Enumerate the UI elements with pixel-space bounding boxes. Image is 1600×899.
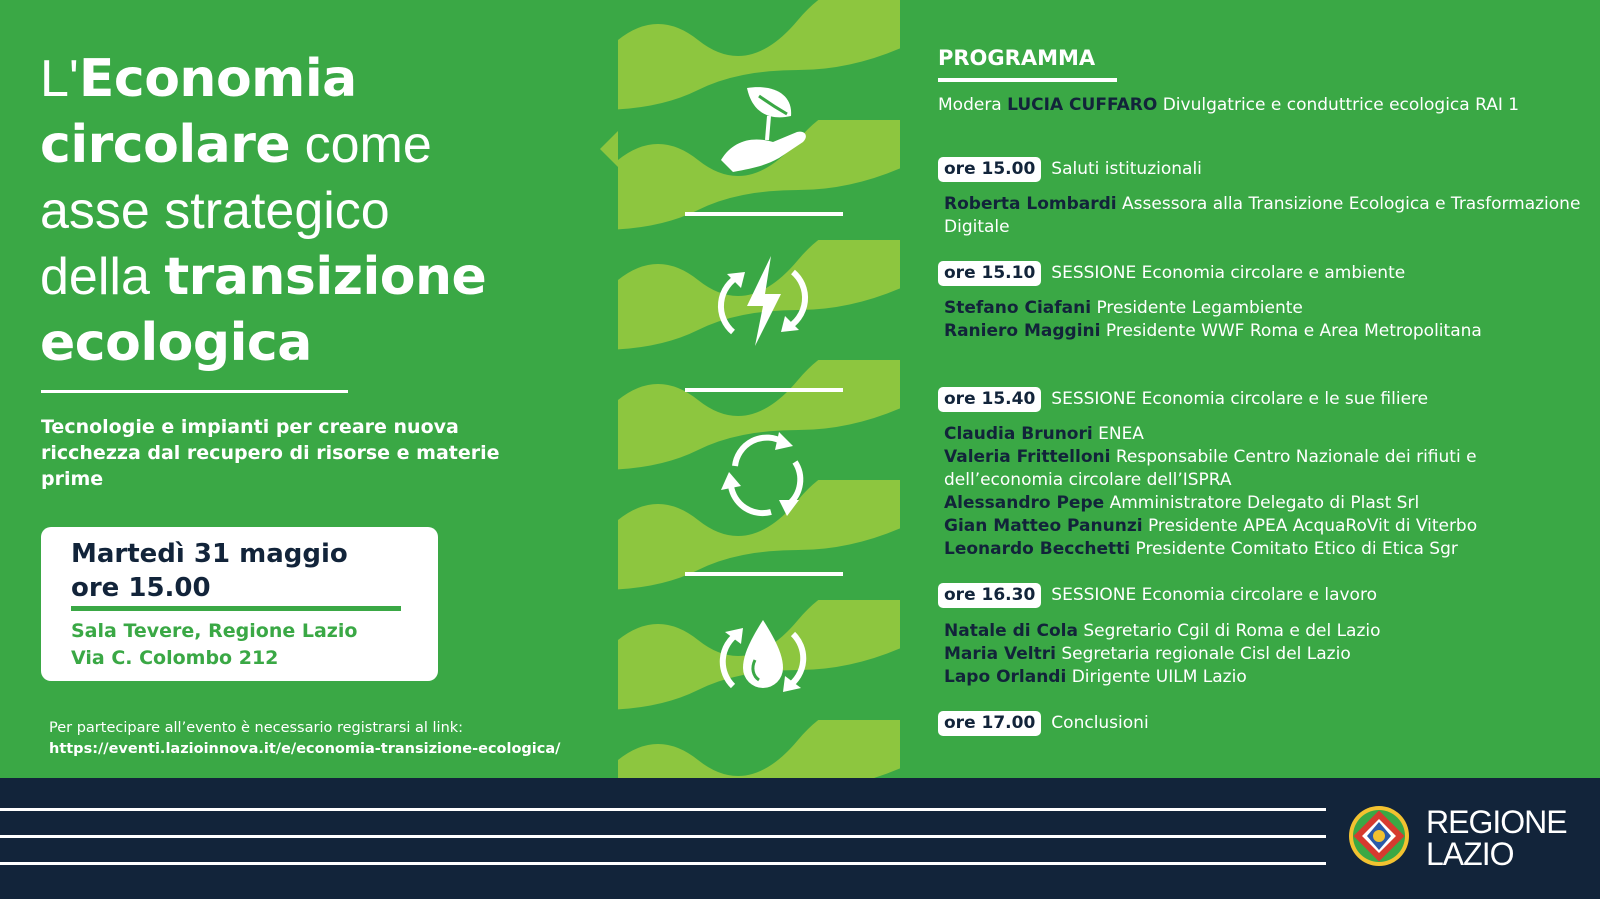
hand-leaf-icon	[713, 80, 813, 180]
program-slot	[938, 387, 1428, 412]
slot-label: Conclusioni	[1051, 713, 1149, 733]
speaker-item: Maria Veltri Segretaria regionale Cisl del Lazio	[944, 644, 1351, 664]
speaker-item: Roberta Lombardi Assessora alla Transizione Ecologica e Trasformazione Digitale	[944, 194, 1581, 237]
left-panel	[0, 0, 618, 778]
speaker-item: Raniero Maggini Presidente WWF Roma e Area Metropolitana	[944, 321, 1482, 341]
speaker-list	[944, 193, 1584, 239]
subtitle: Tecnologie e impianti per creare nuova ricchezza dal recupero di risorse e materie prime	[41, 416, 500, 490]
speaker-item: Leonardo Becchetti Presidente Comitato Etico di Etica Sgr	[944, 539, 1458, 559]
icon-divider	[685, 388, 843, 392]
footer-stripe	[0, 862, 1326, 865]
speaker-item: Valeria Frittelloni Responsabile Centro Nazionale dei rifiuti e dell’economia circolare dell’ISPRA	[944, 447, 1477, 490]
speaker-item: Claudia Brunori ENEA	[944, 424, 1144, 444]
program-slot	[938, 157, 1202, 182]
program-heading: PROGRAMMA	[938, 46, 1096, 70]
speaker-item: Gian Matteo Panunzi Presidente APEA AcquaRoVit di Viterbo	[944, 516, 1478, 536]
footer	[0, 778, 1600, 899]
energy-cycle-icon	[713, 252, 813, 352]
icon-strip	[618, 0, 900, 778]
registration-info	[49, 718, 560, 760]
time-badge: ore 16.30	[938, 583, 1041, 608]
speaker-list	[944, 620, 1584, 689]
water-cycle-icon	[713, 612, 813, 712]
speaker-item: Natale di Cola Segretario Cgil di Roma e del Lazio	[944, 621, 1381, 641]
event-date: Martedì 31 maggio ore 15.00	[71, 539, 348, 603]
speaker-item: Lapo Orlandi Dirigente UILM Lazio	[944, 667, 1247, 687]
slot-label: SESSIONE Economia circolare e ambiente	[1051, 263, 1406, 283]
time-badge: ore 17.00	[938, 711, 1041, 736]
recycle-icon	[713, 426, 813, 526]
moderator: Modera LUCIA CUFFARO Divulgatrice e conduttrice ecologica RAI 1	[938, 95, 1520, 115]
registration-text: Per partecipare all’evento è necessario registrarsi al link:	[49, 720, 464, 736]
regione-lazio-logo-text: REGIONE LAZIO	[1426, 804, 1567, 872]
event-place: Sala Tevere, Regione Lazio Via C. Colombo 212	[71, 620, 358, 669]
registration-link[interactable]: https://eventi.lazioinnova.it/e/economia-transizione-ecologica/	[49, 741, 561, 757]
program-heading-underline	[938, 78, 1117, 82]
time-badge: ore 15.10	[938, 261, 1041, 286]
title-divider	[41, 390, 348, 393]
speaker-list	[944, 297, 1584, 343]
speaker-list	[944, 423, 1584, 561]
time-badge: ore 15.00	[938, 157, 1041, 182]
time-badge: ore 15.40	[938, 387, 1041, 412]
event-info-box	[41, 527, 438, 681]
slot-label: Saluti istituzionali	[1051, 159, 1202, 179]
program-slot	[938, 583, 1377, 608]
icon-divider	[685, 572, 843, 576]
program-slot	[938, 711, 1149, 736]
panel-notch	[600, 129, 620, 169]
date-divider	[71, 606, 401, 611]
footer-stripe	[0, 808, 1326, 811]
slot-label: SESSIONE Economia circolare e lavoro	[1051, 585, 1377, 605]
slot-label: SESSIONE Economia circolare e le sue filiere	[1051, 389, 1429, 409]
page-title: L'Economia circolare come asse strategico della transizione ecologica	[40, 49, 487, 373]
icon-divider	[685, 212, 843, 216]
speaker-item: Stefano Ciafani Presidente Legambiente	[944, 298, 1303, 318]
footer-stripe	[0, 835, 1326, 838]
program-panel	[900, 0, 1600, 778]
regione-lazio-emblem-icon	[1347, 804, 1411, 868]
speaker-item: Alessandro Pepe Amministratore Delegato di Plast Srl	[944, 493, 1420, 513]
program-slot	[938, 261, 1405, 286]
